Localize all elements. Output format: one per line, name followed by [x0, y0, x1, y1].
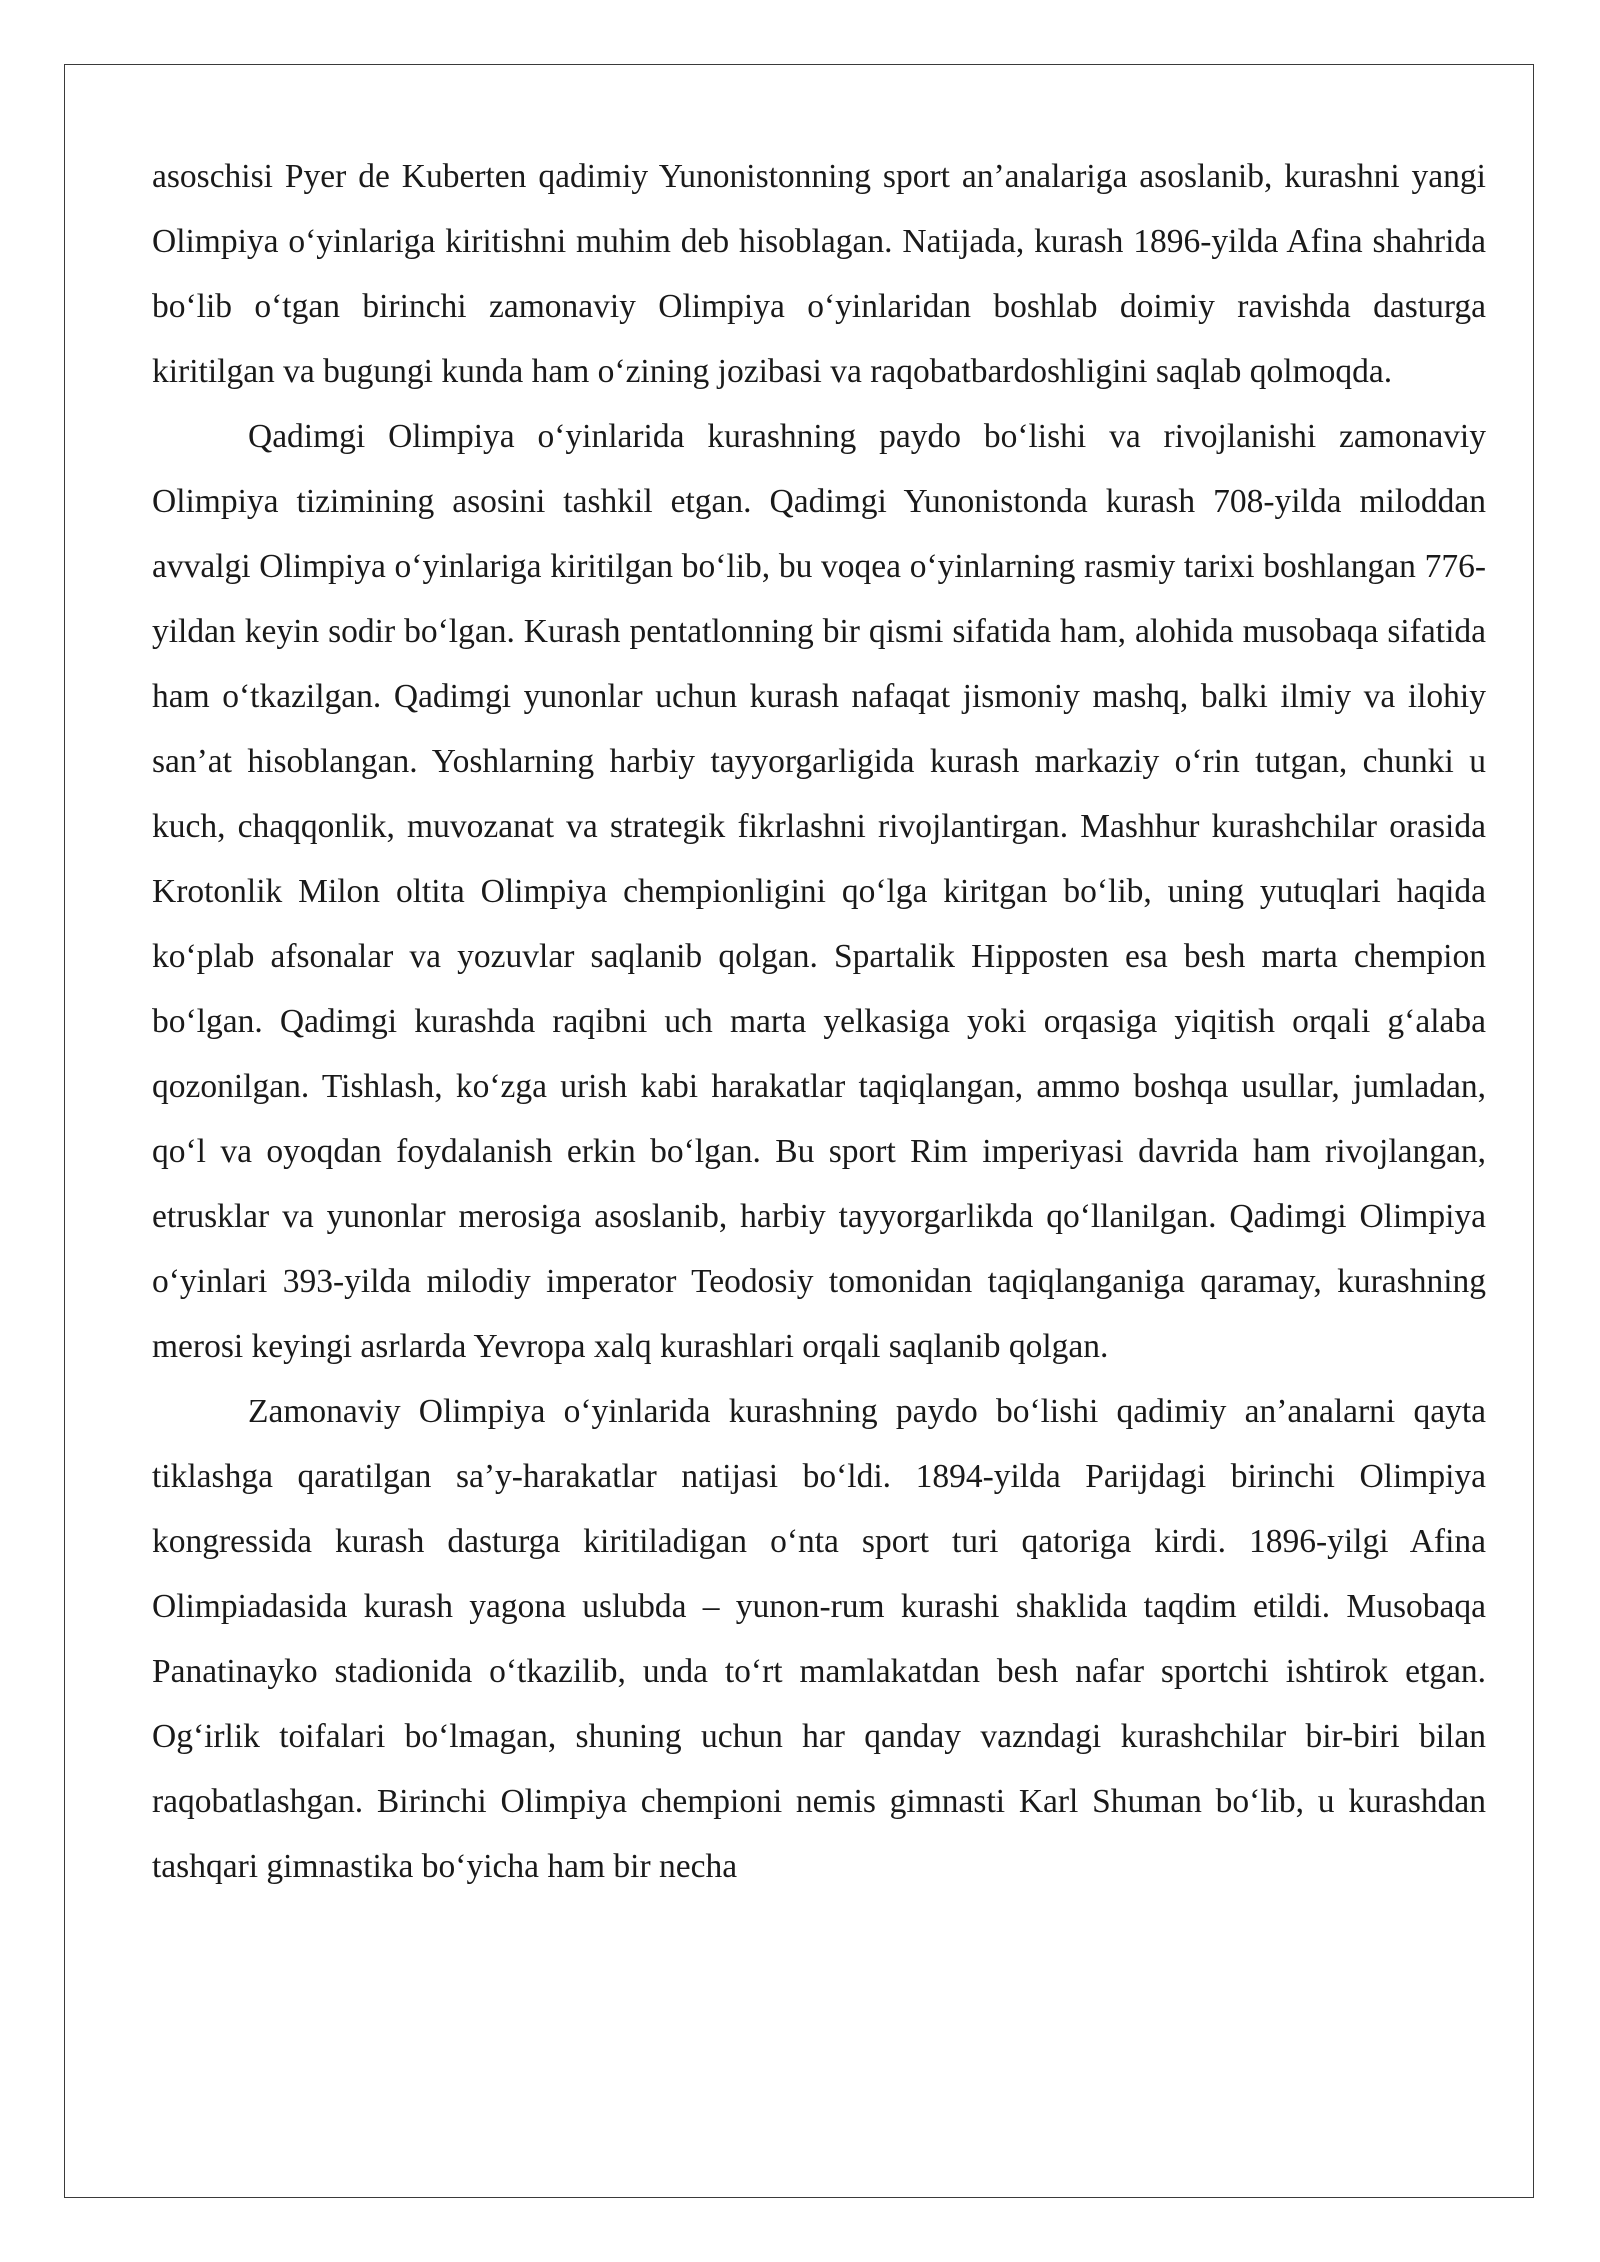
- paragraph-modern-olympics: Zamonaviy Olimpiya o‘yinlarida kurashning paydo bo‘lishi qadimiy an’analarni qayta tiklashga qaratilgan sa’y-harakatlar natijasi bo‘ldi. 1894-yilda Parijdagi birinchi Olimpiya kongressida kurash dasturga kiritiladigan o‘nta sport turi qatoriga kirdi. 1896-yilgi Afina Olimpiadasida kurash yagona uslubda – yunon-rum kurashi shaklida taqdim etildi. Musobaqa Panatinayko stadionida o‘tkazilib, unda to‘rt mamlakatdan besh nafar sportchi ishtirok etgan. Og‘irlik toifalari bo‘lmagan, shuning uchun har qanday vazndagi kurashchilar bir-biri bilan raqobatlashgan. Birinchi Olimpiya chempioni nemis gimnasti Karl Shuman bo‘lib, u kurashdan tashqari gimnastika bo‘yicha ham bir necha: [152, 1393, 1486, 1885]
- paragraph-continuation: asoschisi Pyer de Kuberten qadimiy Yunonistonning sport an’analariga asoslanib, kurashni yangi Olimpiya o‘yinlariga kiritishni muhim deb hisoblagan. Natijada, kurash 1896-yilda Afina shahrida bo‘lib o‘tgan birinchi zamonaviy Olimpiya o‘yinlaridan boshlab doimiy ravishda dasturga kiritilgan va bugungi kunda ham o‘zining jozibasi va raqobatbardoshligini saqlab qolmoqda.: [152, 158, 1486, 390]
- paragraph-ancient-olympics: Qadimgi Olimpiya o‘yinlarida kurashning paydo bo‘lishi va rivojlanishi zamonaviy Olimpiya tizimining asosini tashkil etgan. Qadimgi Yunonistonda kurash 708-yilda miloddan avvalgi Olimpiya o‘yinlariga kiritilgan bo‘lib, bu voqea o‘yinlarning rasmiy tarixi boshlangan 776-yildan keyin sodir bo‘lgan. Kurash pentatlonning bir qismi sifatida ham, alohida musobaqa sifatida ham o‘tkazilgan. Qadimgi yunonlar uchun kurash nafaqat jismoniy mashq, balki ilmiy va ilohiy san’at hisoblangan. Yoshlarning harbiy tayyorgarligida kurash markaziy o‘rin tutgan, chunki u kuch, chaqqonlik, muvozanat va strategik fikrlashni rivojlantirgan. Mashhur kurashchilar orasida Krotonlik Milon oltita Olimpiya chempionligini qo‘lga kiritgan bo‘lib, uning yutuqlari haqida ko‘plab afsonalar va yozuvlar saqlanib qolgan. Spartalik Hipposten esa besh marta chempion bo‘lgan. Qadimgi kurashda raqibni uch marta yelkasiga yoki orqasiga yiqitish orqali g‘alaba qozonilgan. Tishlash, ko‘zga urish kabi harakatlar taqiqlangan, ammo boshqa usullar, jumladan, qo‘l va oyoqdan foydalanish erkin bo‘lgan. Bu sport Rim imperiyasi davrida ham rivojlangan, etrusklar va yunonlar merosiga asoslanib, harbiy tayyorgarlikda qo‘llanilgan. Qadimgi Olimpiya o‘yinlari 393-yilda milodiy imperator Teodosiy tomonidan taqiqlanganiga qaramay, kurashning merosi keyingi asrlarda Yevropa xalq kurashlari orqali saqlanib qolgan.: [152, 418, 1486, 1365]
- document-body: [152, 144, 1486, 1899]
